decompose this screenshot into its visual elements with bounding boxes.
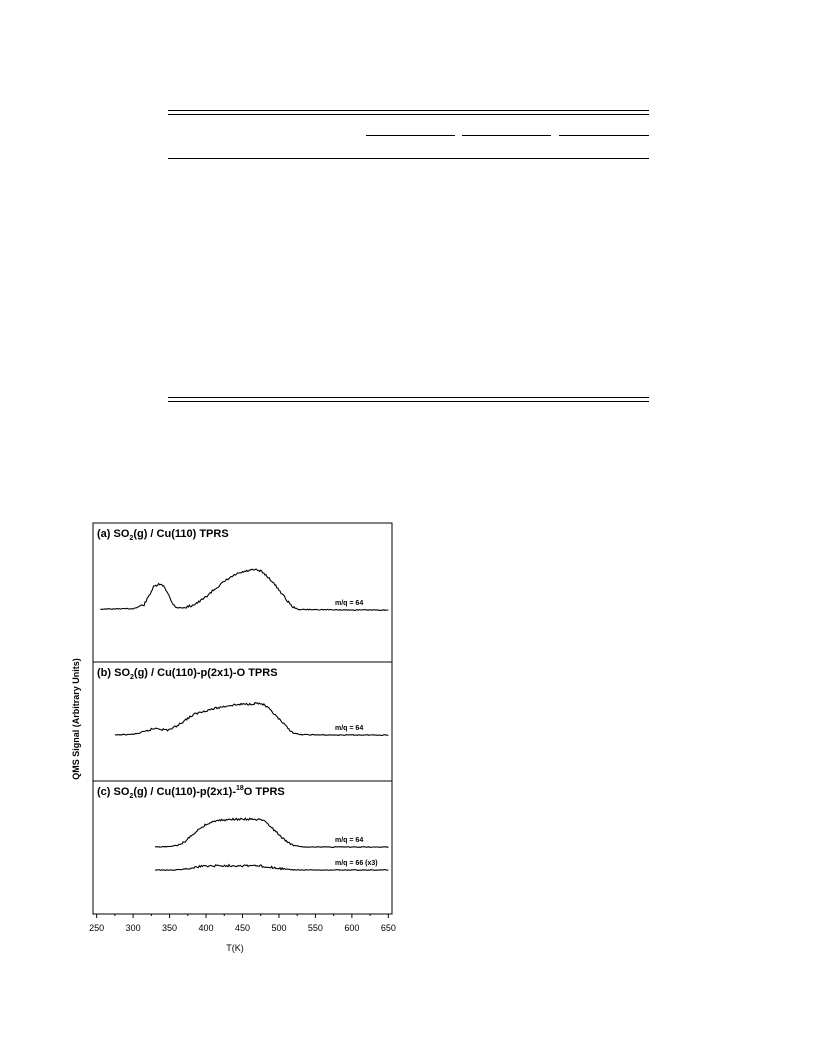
title-part: (a) SO	[97, 528, 130, 540]
subscript: 2	[130, 674, 134, 681]
subscript: 2	[129, 793, 134, 800]
x-tick-label: 500	[271, 923, 287, 933]
x-axis-label: T(K)	[226, 943, 244, 953]
x-tick-label: 350	[162, 923, 178, 933]
series-label: m/q = 64	[335, 725, 364, 732]
x-tick-label: 300	[125, 923, 141, 933]
x-tick-label: 600	[344, 923, 360, 933]
series-label: m/q = 66 (x3)	[335, 860, 378, 867]
title-part: (c) SO	[97, 786, 130, 798]
title-part: O TPRS	[243, 786, 285, 798]
title-part: (g) / Cu(110)-p(2x1)-	[133, 786, 236, 798]
x-tick-label: 450	[234, 923, 251, 933]
panel-a	[97, 528, 388, 610]
panel-title	[97, 528, 229, 542]
title-part: (g) / Cu(110) TPRS	[133, 528, 229, 540]
superscript: 18	[236, 785, 244, 792]
plot-frame	[93, 523, 392, 914]
panel-title	[97, 667, 278, 681]
x-tick-label: 650	[380, 923, 396, 933]
x-tick-label: 250	[89, 923, 105, 933]
series-label: m/q = 64	[335, 600, 364, 607]
panel-b	[97, 667, 388, 735]
subscript: 2	[129, 535, 134, 542]
y-axis-label: QMS Signal (Arbitrary Units)	[71, 658, 81, 780]
x-tick-label: 400	[198, 923, 214, 933]
panel-c	[97, 785, 388, 870]
x-tick-label: 550	[307, 923, 323, 933]
title-part: (b) SO	[97, 667, 130, 679]
series-label: m/q = 64	[335, 837, 364, 844]
title-part: (g) / Cu(110)-p(2x1)-O TPRS	[133, 667, 278, 679]
panel-title	[97, 785, 285, 800]
